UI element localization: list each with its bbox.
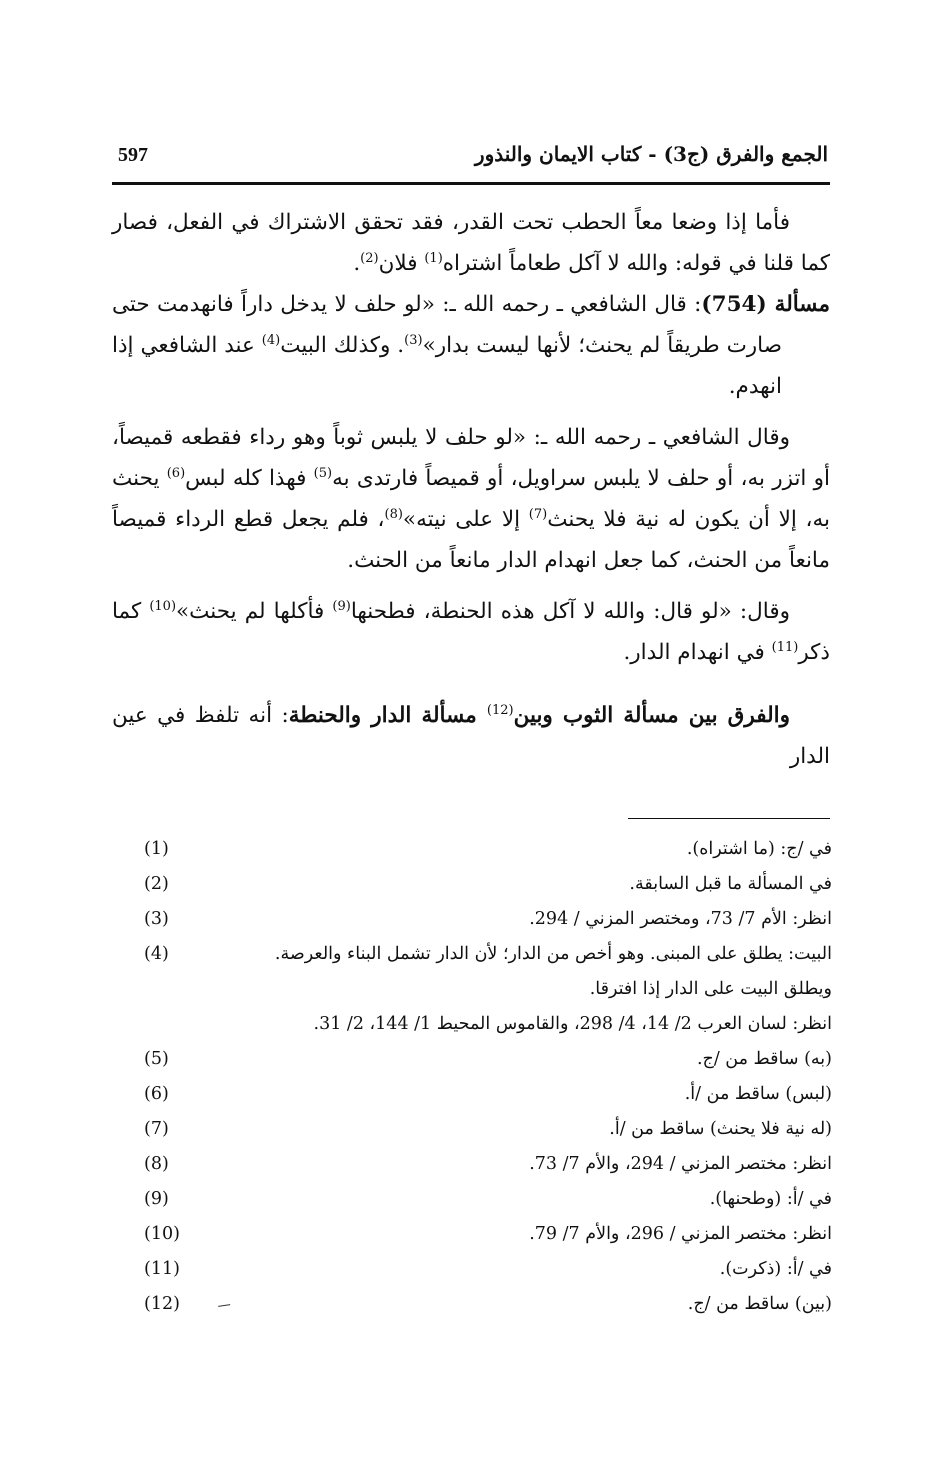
masala-label: مسألة (754) — [701, 292, 830, 317]
bold-run: مسألة الدار والحنطة — [288, 703, 487, 728]
footnote-rule — [628, 818, 830, 819]
main-text — [112, 202, 830, 777]
footnote-line: ويطلق البيت على الدار إذا افترقا. — [589, 979, 832, 999]
footnote-item — [130, 867, 832, 902]
footnote-number: (2) — [144, 874, 169, 894]
footnote-ref-12[interactable]: (12) — [486, 702, 514, 718]
footnote-item — [130, 832, 832, 867]
page-number: 597 — [118, 144, 148, 166]
footnote-ref-2[interactable]: (2) — [360, 250, 379, 266]
footnote-item — [130, 1112, 832, 1147]
footnote-number: (5) — [144, 1049, 169, 1069]
footnote-text — [200, 1182, 832, 1217]
footnote-line: في /أ: (ذكرت). — [719, 1259, 832, 1279]
footnote-line: في /أ: (وطحنها). — [709, 1189, 832, 1209]
footnote-text — [200, 1287, 832, 1322]
footnote-text — [200, 902, 832, 937]
masala-754 — [112, 284, 830, 407]
footnote-text — [200, 1042, 832, 1077]
footnote-text — [200, 1217, 832, 1252]
footnote-item — [130, 1287, 832, 1322]
paragraph-1 — [112, 202, 830, 284]
footnote-line: انظر: لسان العرب 2/ 14، 4/ 298، والقاموس المحيط 1/ 144، 2/ 31. — [313, 1014, 832, 1034]
text-run: : قال الشافعي ـ رحمه الله ـ: «لو حلف لا يدخل داراً فانهدمت حتى صارت طريقاً لم يحنث؛ لأنها ليست بدار» — [112, 292, 782, 358]
footnote-text — [200, 1147, 832, 1182]
footnote-text — [200, 867, 832, 902]
running-title: الجمع والفرق (ج3) - كتاب الايمان والنذور — [474, 142, 828, 166]
footnote-number: (9) — [144, 1189, 169, 1209]
footnote-number: (8) — [144, 1154, 169, 1174]
footnote-line: (لبس) ساقط من /أ. — [684, 1084, 832, 1104]
footnote-number: (11) — [144, 1259, 180, 1279]
footnote-text — [200, 1112, 832, 1147]
footnote-text — [200, 1077, 832, 1112]
text-run: فأما إذا وضعا معاً الحطب تحت القدر، فقد تحقق الاشتراك في الفعل، فصار كما قلنا في قوله: والله لا آكل طعاماً اشتراه — [112, 210, 830, 276]
footnote-item — [130, 1077, 832, 1112]
paragraph-3 — [112, 417, 830, 581]
footnote-text — [200, 937, 832, 1042]
footnote-item — [130, 1042, 832, 1077]
paragraph-4 — [112, 591, 830, 673]
footnote-ref-4[interactable]: (4) — [261, 332, 281, 348]
footnote-line: (به) ساقط من /ج. — [696, 1049, 832, 1069]
footnote-line: في المسألة ما قبل السابقة. — [629, 874, 832, 894]
footnote-ref-10[interactable]: (10) — [149, 598, 177, 614]
bold-run: والفرق بين مسألة الثوب وبين — [513, 703, 790, 728]
footnote-number: (1) — [144, 839, 169, 859]
footnotes — [130, 832, 832, 1322]
footnote-ref-1[interactable]: (1) — [424, 250, 443, 266]
text-run: كما ذكر — [112, 599, 830, 665]
footnote-line: في /ج: (ما اشتراه). — [686, 839, 832, 859]
text-run: فهذا كله لبس — [185, 466, 314, 491]
page-header — [110, 142, 828, 178]
text-run: يحنث به، إلا أن يكون له نية فلا يحنث — [112, 466, 830, 532]
footnote-item — [130, 1147, 832, 1182]
text-run: في انهدام الدار. — [623, 640, 772, 665]
text-run: عند الشافعي إذا انهدم. — [112, 333, 782, 399]
text-run: ، فلم يجعل قطع الرداء قميصاً مانعاً من الحنث، كما جعل انهدام الدار مانعاً من الحنث. — [112, 507, 830, 573]
footnote-item — [130, 1217, 832, 1252]
footnote-line: (بين) ساقط من /ج. — [687, 1294, 832, 1314]
text-run: . — [353, 251, 361, 276]
footnote-number: (12) — [144, 1294, 180, 1314]
footnote-number: (3) — [144, 909, 169, 929]
footnote-line: انظر: مختصر المزني / 296، والأم 7/ 79. — [529, 1224, 832, 1244]
footnote-item — [130, 1182, 832, 1217]
text-run: : أنه تلفظ في عين الدار — [112, 703, 830, 769]
footnote-ref-5[interactable]: (5) — [313, 465, 333, 481]
footnote-line: البيت: يطلق على المبنى. وهو أخص من الدار؛ لأن الدار تشمل البناء والعرصة. — [274, 944, 832, 964]
footnote-ref-6[interactable]: (6) — [166, 465, 186, 481]
footnote-ref-7[interactable]: (7) — [528, 506, 548, 522]
footnote-line: انظر: الأم 7/ 73، ومختصر المزني / 294. — [529, 909, 832, 929]
footnote-item — [130, 937, 832, 1042]
text-run: إلا على نيته» — [402, 507, 529, 532]
footnote-number: (4) — [144, 944, 169, 964]
footnote-line: (له نية فلا يحنث) ساقط من /أ. — [609, 1119, 832, 1139]
text-run: فأكلها لم يحنث» — [176, 599, 333, 624]
footnote-line: انظر: مختصر المزني / 294، والأم 7/ 73. — [529, 1154, 832, 1174]
text-run: فلان — [378, 251, 425, 276]
footnote-ref-11[interactable]: (11) — [771, 639, 799, 655]
footnote-ref-8[interactable]: (8) — [384, 506, 403, 522]
footnote-number: (7) — [144, 1119, 169, 1139]
footnote-item — [130, 902, 832, 937]
footnote-text — [200, 1252, 832, 1287]
footnote-ref-3[interactable]: (3) — [404, 332, 423, 348]
header-rule — [112, 182, 830, 185]
footnote-item — [130, 1252, 832, 1287]
footnote-number: (10) — [144, 1224, 180, 1244]
footnote-ref-9[interactable]: (9) — [332, 598, 351, 614]
text-run: . وكذلك البيت — [280, 333, 405, 358]
text-run: وقال: «لو قال: والله لا آكل هذه الحنطة، فطحنها — [350, 599, 790, 624]
footnote-text — [200, 832, 832, 867]
text-run: وقال الشافعي ـ رحمه الله ـ: «لو حلف لا يلبس ثوباً وهو رداء فقطعه قميصاً، أو اتزر به، أو حلف لا يلبس سراويل، أو قميصاً فارتدى به — [112, 425, 830, 491]
footnote-number: (6) — [144, 1084, 169, 1104]
paragraph-5 — [112, 695, 830, 777]
